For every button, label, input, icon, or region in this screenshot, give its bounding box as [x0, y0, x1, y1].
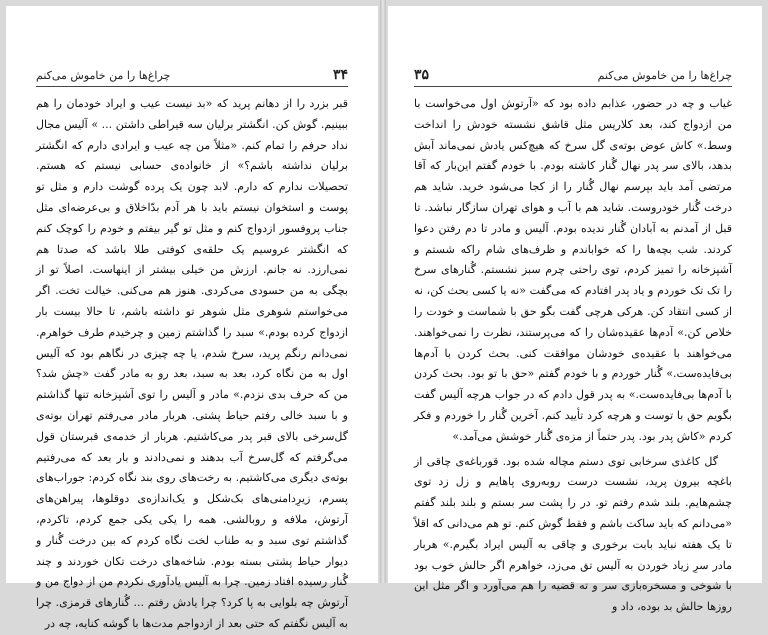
left-paragraph-1: قبر بزرد را از دهانم پرید که «بد نیست عیب و ایراد خودمان را هم ببینیم. گوش کن. انگشتر برلیان سه قیراطی داشتن ... » آلیس مجال نداد حرفم را تمام کنم. «مثلاً من چه عیب و ایرادی دارم که انگشتر برلیان نداشته باشم؟» از خانواده‌ی حسابی نیستم که هستم. تحصیلات ندارم که دارم. لابد چون یک پرده گوشت دارم و مثل تو پوست و استخوان نیستم باید با هر آدم بدّاخلاق و بی‌عرضه‌ای مثل جناب پروفسور ازدواج کنم و مثل تو گیر بیفتم و خودم را کوچک کنم که انگشتر عروسیم یک حلقه‌ی کوفتی طلا باشد که صدتا هم نمی‌ارزد. نه جانم. ارزش من خیلی بیشتر از اینهاست. اصلاً تو از بچگی به من حسودی می‌کردی. هنوز هم می‌کنی. خیالت تخت. اگر می‌خواستم شوهری مثل شوهر تو داشته باشم، تا حالا بیست بار ازدواج کرده بودم.» سبد را گذاشتم زمین و چرخیدم طرف خواهرم. نمی‌دانم رنگم پرید، سرخ شدم، یا چه چیزی در نگاهم بود که آلیس اول به من نگاه کرد، بعد به سبد، بعد رو به مادر گفت «چش شد؟ من که حرف بدی نزدم.» مادر و آلیس را توی آشپزخانه تنها گذاشتم و با سبد خالی رفتم حیاط پشتی. هربار مادر می‌رفتم تهران بوته‌ی گل‌سرخی بالای قبر پدر می‌کاشتیم. هربار از خدمه‌ی قبرستان قول می‌گرفتم که گل‌سرخ آب بدهند و نمی‌دادند و بار بعد که می‌رفتیم بوته‌ی دیگری می‌کاشتیم. به رخت‌های روی بند نگاه کردم: جوراب‌های پسرم، زیرِدامنی‌های بک‌شکل و یک‌اندازه‌ی دوقلوها، پیراهن‌های آرتوش، ملافه و روبالشی. همه را یکی یکی جمع کردم، تاکردم، گذاشتم توی سبد و به طناب لخت نگاه کردم که بین درخت گُنار و دیوار حیاط پشتی بسته بودم. شاخه‌های درخت تکان خوردند و چند گُنار رسیده افتاد زمین. چرا به آلیس یادآوری نکردم من از دواج من و آرتوش چه بلوایی به پا کرد؟ چرا یادش رفتم ... گُنارهای قرمزی. چرا به آلیس نگفتم که حتی بعد از ازدواجم مدت‌ها با گوشه کنایه، چه در: [36, 97, 348, 630]
left-page-number: ۳۴: [332, 67, 348, 83]
left-page: [6, 6, 378, 630]
right-paragraph-1: غیاب و چه در حضور، عذابم داده بود که «آرتوش اول می‌خواست با من ازدواج کند، بعد کلاریس مثل قاشق نشسته خودش را انداخت وسط.» کاش عوض بوته‌ی گل سرخ که هیچ‌کس یادش نمی‌ماند آبش بدهد، بالای سر پدر نهال گُنار کاشته بودم. با خودم گفتم این‌بار که آقا مرتضی آمد باید بپرسم نهال گُنار را از کجا می‌شود خرید. شاید هم درخت گُنار خودروست. شاید هم با آب و هوای تهران سازگار نباشد. تا قبل از آمدنم به آبادان گُنار ندیده بودم. آلیس و مادر تا دم رفتن دعوا کردند. شب بچه‌ها را که خواباندم و ظرف‌های شام راکه شستم و آشپزخانه را تمیز کردم، توی راحتی چرم سبز نشستم. گُنارهای سرخ را تک تک خوردم و یاد پدر افتادم که می‌گفت «نه یا کسی بحث کن، نه از کسی انتقاد کن. هرکی هرچی گفت بگو حق با شماست و خودت را خلاص کن.» آدم‌ها عقیده‌شان را که می‌پرستند، نظرت را نمی‌خواهند. می‌خواهند با عقیده‌ی خودشان موافقت کنی. بحث کردن با آدم‌ها بی‌فایده‌ست.» گُنار خوردم و با خودم گفتم «حق با تو بود. بحث کردن با آدم‌ها بی‌فایده‌ست.» به پدر قول دادم که در جواب هرچه آلیس گفت بگویم حق با توست و هرچه کرد تأیید کنم. آخرین گُنار را خوردم و فکر کردم «کاش پدر بود. پدر حتماً از مزه‌ی گُنار خوشش می‌آمد.»: [414, 97, 732, 443]
left-page-header: [36, 66, 348, 84]
left-running-title: چراغ‌ها را من خاموش می‌کنم: [36, 68, 171, 82]
left-page-body: [36, 94, 348, 635]
right-page-body: [414, 94, 732, 618]
right-page-header: [414, 66, 732, 84]
left-header-rule: [36, 86, 348, 87]
right-page: [388, 6, 762, 614]
right-running-title: چراغ‌ها را من خاموش می‌کنم: [597, 68, 732, 82]
right-paragraph-2: گل کاغذی سرخابی توی دستم مچاله شده بود. قورباغه‌ی چاقی از باغچه بیرون پرید، نشست درست روبه‌روی پاهایم و زل زد توی چشم‌هایم. بلند شدم رفتم تو. در را پشت سر بستم و بلند بلند گفتم «می‌دانم که باید ساکت باشم و فقط گوش کنم. تو هم می‌دانی که اقلاً تا یک هفته نباید بابت برخوری و چاقی به آلیس ایراد بگیرم.» هربار مادر سرِ زیاد خوردن به آلیس تق می‌زد، خواهرم اگر حالش خوب بود با شوخی و مسخره‌بازی سر و ته قضیه را هم می‌آورد و اگر مثل این روزها حالش بد بوده، داد و: [414, 454, 732, 614]
right-header-rule: [414, 86, 732, 87]
book-gutter: [380, 0, 386, 583]
right-page-number: ۳۵: [414, 67, 430, 83]
